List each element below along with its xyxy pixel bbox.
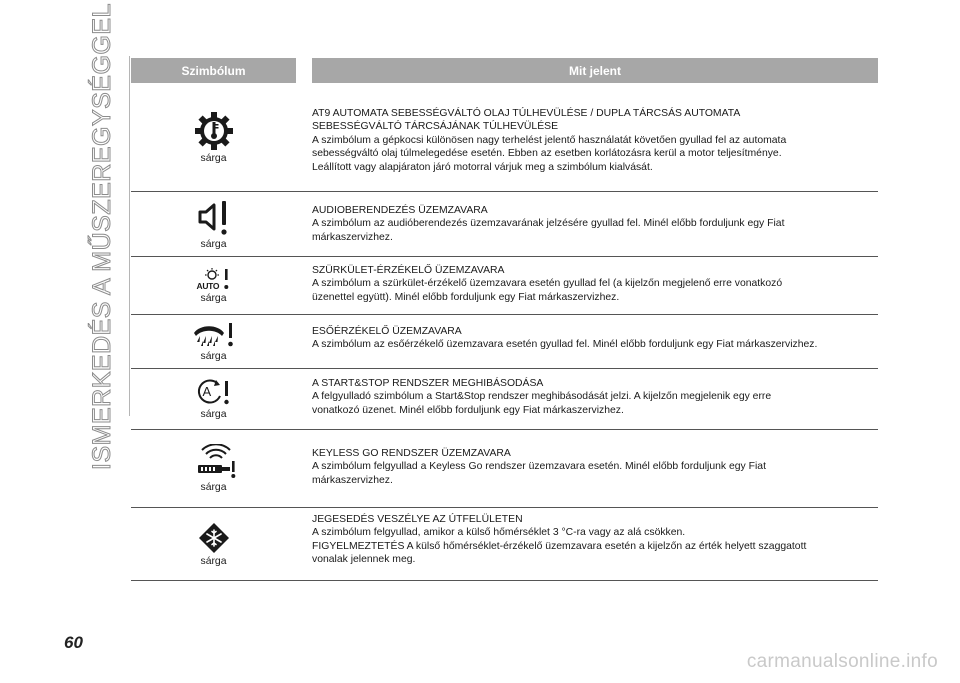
meaning-line: FIGYELMEZTETÉS A külső hőmérséklet-érzékelő üzemzavara esetén a kijelzőn az érték helyett szaggatott xyxy=(312,540,807,552)
chapter-title-vertical xyxy=(82,2,122,470)
symbol-cell xyxy=(131,257,296,314)
meaning-cell xyxy=(312,315,878,368)
meaning-line: üzenettel együtt). Minél előbb forduljunk egy Fiat márkaszervizhez. xyxy=(312,291,620,303)
meaning-cell xyxy=(312,430,878,507)
meaning-line: A START&STOP RENDSZER MEGHIBÁSODÁSA xyxy=(312,378,544,389)
table-row xyxy=(131,369,878,430)
meaning-line: SEBESSÉGVÁLTÓ TÁRCSÁJÁNAK TÚLHEVÜLÉSE xyxy=(312,121,558,133)
symbol-color-label: sárga xyxy=(200,351,227,362)
table-row xyxy=(131,257,878,315)
keyless-go-icon xyxy=(192,444,236,480)
header-symbol: Szimbólum xyxy=(131,58,296,83)
table-row xyxy=(131,83,878,192)
meaning-line: sebességváltó olaj túlmelegedése esetén. Ebben az esetben korlátozásra kerül a motor teljesítménye. xyxy=(312,148,782,160)
page-number: 60 xyxy=(64,633,83,652)
meaning-line: SZÜRKÜLET-ÉRZÉKELŐ ÜZEMZAVARA xyxy=(312,265,505,276)
chapter-title-text: ISMERKEDÉS A MŰSZEREGYSÉGGEL xyxy=(87,2,116,470)
start-stop-warning-icon xyxy=(194,379,234,407)
symbol-cell xyxy=(131,508,296,580)
start-stop-letter: A xyxy=(202,383,212,399)
meaning-line: KEYLESS GO RENDSZER ÜZEMZAVARA xyxy=(312,448,511,459)
gearbox-oil-temperature-icon xyxy=(194,111,234,151)
symbol-cell xyxy=(131,369,296,429)
meaning-line: márkaszervizhez. xyxy=(312,474,393,486)
meaning-line: Leállított vagy alapjáraton járó motorral várjuk meg a szimbólum kialvását. xyxy=(312,161,653,173)
watermark-text: carmanualsonline.info xyxy=(746,651,938,672)
table-row xyxy=(131,508,878,581)
meaning-line: AT9 AUTOMATA SEBESSÉGVÁLTÓ OLAJ TÚLHEVÜLÉSE / DUPLA TÁRCSÁS AUTOMATA xyxy=(312,108,741,119)
meaning-line: A szimbólum felgyullad, amikor a külső hőmérséklet 3 °C-ra vagy az alá csökken. xyxy=(312,527,686,539)
meaning-line: ESŐÉRZÉKELŐ ÜZEMZAVARA xyxy=(312,326,462,337)
table-header xyxy=(131,58,878,83)
meaning-line: márkaszervizhez. xyxy=(312,231,393,243)
symbol-cell xyxy=(131,315,296,368)
auto-label: AUTO xyxy=(196,281,220,291)
table-row xyxy=(131,430,878,508)
meaning-line: A felgyulladó szimbólum a Start&Stop rendszer meghibásodását jelzi. A kijelzőn megjelenik egy erre xyxy=(312,391,772,403)
meaning-line: AUDIOBERENDEZÉS ÜZEMZAVARA xyxy=(312,205,488,216)
symbol-color-label: sárga xyxy=(200,408,227,420)
symbol-color-label: sárga xyxy=(200,152,227,164)
rain-sensor-icon xyxy=(192,321,236,349)
chapter-divider xyxy=(129,56,130,416)
meaning-cell xyxy=(312,257,878,314)
meaning-line: JEGESEDÉS VESZÉLYE AZ ÚTFELÜLETEN xyxy=(312,514,523,525)
twilight-sensor-icon xyxy=(194,267,234,295)
symbol-cell xyxy=(131,83,296,191)
symbol-cell xyxy=(131,430,296,507)
table-row xyxy=(131,192,878,257)
symbol-color-label: sárga xyxy=(200,238,227,250)
table-row xyxy=(131,315,878,369)
meaning-line: A szimbólum felgyullad a Keyless Go rendszer üzemzavara esetén. Minél előbb forduljunk egy Fiat xyxy=(312,461,766,473)
meaning-line: A szimbólum a szürkület-érzékelő üzemzavara esetén gyullad fel (a kijelzőn megjelenő erre vonatkozó xyxy=(312,278,783,290)
meaning-line: vonatkozó üzenet. Minél előbb forduljunk egy Fiat márkaszervizhez. xyxy=(312,404,624,416)
meaning-cell xyxy=(312,369,878,429)
symbol-cell xyxy=(131,192,296,256)
symbol-table xyxy=(131,58,878,581)
speaker-warning-icon xyxy=(194,199,234,237)
symbol-color-label: sárga xyxy=(200,293,227,304)
symbol-color-label: sárga xyxy=(200,482,227,493)
ice-warning-icon xyxy=(198,522,230,554)
symbol-color-label: sárga xyxy=(200,555,227,567)
meaning-cell xyxy=(312,83,878,191)
meaning-line: vonalak jelennek meg. xyxy=(312,554,416,566)
meaning-line: A szimbólum az audióberendezés üzemzavarának jelzésére gyullad fel. Minél előbb forduljunk egy Fiat xyxy=(312,218,785,230)
meaning-cell xyxy=(312,508,878,580)
meaning-line: A szimbólum az esőérzékelő üzemzavara esetén gyullad fel. Minél előbb forduljunk egy Fiat márkaszervizhez. xyxy=(312,339,818,351)
header-meaning: Mit jelent xyxy=(312,58,878,83)
meaning-cell xyxy=(312,192,878,256)
meaning-line: A szimbólum a gépkocsi különösen nagy terhelést jelentő használatát követően gyullad fel az automata xyxy=(312,134,787,146)
